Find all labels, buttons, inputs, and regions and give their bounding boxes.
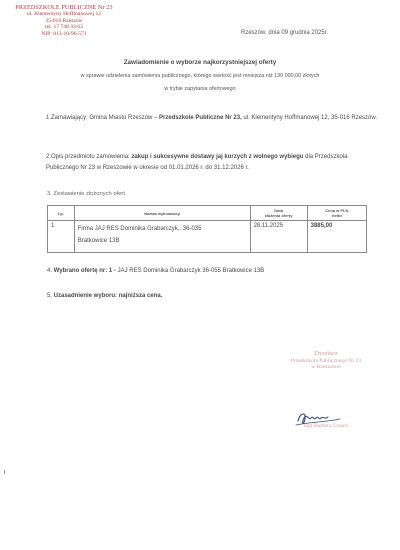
margin-mark bbox=[4, 470, 5, 474]
row-contractor-line: Bratkowice 13B bbox=[77, 238, 120, 244]
section-text: JAJ RES Dominika Grabarczyk 36-055 Bratkowice 13B bbox=[117, 268, 265, 274]
section-offers-label: 3. Zestawienie złożonych ofert. bbox=[47, 191, 127, 197]
stamp-line: tel. 17 748 33 63 bbox=[45, 24, 83, 31]
offers-table bbox=[47, 205, 367, 253]
header-date bbox=[250, 206, 307, 221]
document-subtitle-mode: w trybie zapytania ofertowego bbox=[164, 86, 236, 92]
stamp-line: Przedszkola Publicznego Nr 23 bbox=[290, 357, 362, 364]
row-price: 3885,00 bbox=[307, 221, 366, 253]
stamp-line: PRZEDSZKOLE PUBLICZNE Nr 23 bbox=[15, 4, 113, 11]
section-text: ul. Klementyny Hoffmanowej 12, 35-016 Rzeszów. bbox=[241, 115, 378, 121]
row-lp: 1 bbox=[48, 221, 75, 253]
section-order-description bbox=[46, 152, 381, 173]
header-price-line: Cena w PLN bbox=[325, 208, 349, 213]
section-text: dla Przedszkola Publicznego Nr 23 w Rzeszowie w okresie od 01.01.2026 r. do 31.12.2026 r. bbox=[46, 154, 348, 171]
stamp-line: ul. Klementyny Hoffmanowej 12 bbox=[26, 11, 102, 18]
stamp-title: Dyrektor bbox=[314, 350, 338, 357]
section-bold-text: Przedszkole Publiczne Nr 23, bbox=[159, 115, 242, 121]
header-date-line: Data bbox=[274, 208, 283, 213]
table-header-row bbox=[48, 206, 367, 221]
table-row bbox=[48, 221, 367, 253]
header-price bbox=[307, 206, 366, 221]
director-stamp bbox=[272, 351, 380, 371]
header-price-line: netto bbox=[331, 213, 342, 218]
row-contractor bbox=[74, 221, 250, 253]
section-bold-text: Uzasadnienie wyboru: bbox=[53, 293, 118, 299]
stamp-line: 35-016 Rzeszów bbox=[45, 17, 83, 24]
stamp-line: w Rzeszowie bbox=[311, 364, 341, 371]
section-justification bbox=[47, 293, 162, 299]
section-bold-text: Wybrano ofertę nr: 1 - bbox=[53, 268, 118, 274]
document-subtitle: w sprawie udzielenia zamówienia publicznego, którego wartość jest mniejsza niż 130 000,00 złotych bbox=[80, 73, 320, 79]
school-header-stamp bbox=[8, 5, 120, 37]
section-bold-text: najniższa cena. bbox=[117, 293, 163, 299]
director-name: mgr Barbara Grzech bbox=[304, 423, 348, 429]
header-lp: Lp. bbox=[48, 206, 75, 221]
stamp-line: NIP: 813-10-96-571 bbox=[41, 30, 87, 37]
row-date: 28.11.2025 bbox=[250, 221, 307, 253]
section-text: 5. bbox=[47, 293, 54, 299]
document-title: Zawiadomienie o wyborze najkorzystniejszej oferty bbox=[123, 59, 277, 66]
section-bold-text: zakup i sukcesywne dostawy jaj kurzych z wolnego wybiegu bbox=[131, 154, 304, 160]
section-text: 2.Opis przedmiotu zamówienia: bbox=[46, 154, 132, 160]
header-name: Nazwa wykonawcy bbox=[74, 206, 250, 221]
section-text: 1.Zamawiający: Gmina Miasto Rzeszów – bbox=[46, 115, 160, 121]
document-date: Rzeszów, dnia 09 grudnia 2025r. bbox=[241, 30, 329, 36]
section-contracting-authority bbox=[46, 113, 381, 124]
section-selected-offer bbox=[47, 268, 264, 274]
section-text: 4. bbox=[47, 268, 54, 274]
header-date-line: złożenia oferty bbox=[264, 213, 293, 218]
row-contractor-line: Firma JAJ RES Dominika Grabarczyk,. 36-035 bbox=[77, 226, 202, 232]
